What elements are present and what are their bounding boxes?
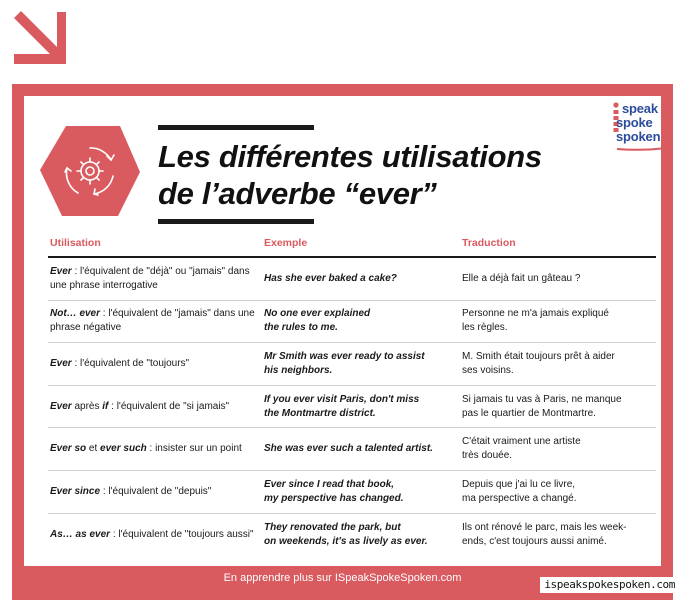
usage-cell: [50, 485, 255, 499]
table-row: [48, 471, 656, 514]
table-row: [48, 428, 656, 471]
logo-word-spoken: spoken: [616, 129, 661, 144]
table-body: [48, 258, 656, 556]
usage-text: : l'équivalent de "si jamais": [108, 400, 230, 412]
example-cell: [264, 307, 459, 335]
logo-word-speak: speak: [622, 101, 658, 116]
translation-cell: [462, 393, 652, 421]
usage-cell: [50, 265, 255, 293]
table-row: [48, 343, 656, 386]
usage-text: et: [86, 443, 101, 455]
translation-cell: [462, 435, 652, 463]
translation-line: M. Smith était toujours prêt à aider: [462, 350, 615, 362]
header-translation: Traduction: [462, 237, 516, 249]
example-line: Ever since I read that book,: [264, 478, 395, 490]
usage-cell: [50, 400, 255, 414]
translation-line: C'était vraiment une artiste: [462, 436, 581, 448]
usage-text: : insister sur un point: [146, 443, 242, 455]
example-cell: [264, 478, 459, 506]
translation-cell: [462, 521, 652, 549]
usage-keyword: if: [102, 400, 109, 412]
logo: [612, 100, 672, 156]
example-line: my perspective has changed.: [264, 492, 404, 504]
translation-line: Depuis que j'ai lu ce livre,: [462, 478, 576, 490]
watermark: ispeakspokespoken.com: [540, 577, 679, 593]
usage-keyword: Ever: [50, 265, 72, 277]
translation-cell: [462, 272, 652, 286]
translation-line: Ils ont rénové le parc, mais les week-: [462, 521, 627, 533]
translation-line: Personne ne m'a jamais expliqué: [462, 308, 609, 320]
example-line: No one ever explained: [264, 308, 371, 320]
usage-text: : l'équivalent de "jamais" dans une phrase négative: [50, 308, 255, 334]
table-row: [48, 514, 656, 557]
translation-line: pas le quartier de Montmartre.: [462, 407, 596, 419]
translation-line: Si jamais tu vas à Paris, ne manque: [462, 393, 622, 405]
example-line: the Montmartre district.: [264, 407, 376, 419]
example-line: the rules to me.: [264, 322, 338, 334]
usage-text: : l'équivalent de "toujours": [71, 357, 190, 369]
usage-keyword: Ever: [50, 400, 72, 412]
usage-keyword: Ever since: [50, 485, 101, 497]
table-row: [48, 386, 656, 429]
translation-line: les règles.: [462, 322, 508, 334]
page-title: [158, 138, 598, 212]
translation-line: Elle a déjà fait un gâteau ?: [462, 272, 581, 284]
header-example: Exemple: [264, 237, 308, 249]
example-line: on weekends, it's as lively as ever.: [264, 535, 428, 547]
usage-cell: [50, 307, 255, 335]
example-cell: [264, 350, 459, 378]
table-row: [48, 258, 656, 301]
usage-keyword: As… as ever: [50, 528, 111, 540]
logo-underline-icon: [616, 147, 668, 151]
translation-cell: [462, 307, 652, 335]
title-line-1: Les différentes utilisations: [158, 139, 542, 174]
header-usage: Utilisation: [50, 237, 101, 249]
example-cell: [264, 521, 459, 549]
usage-cell: [50, 442, 255, 456]
translation-line: ses voisins.: [462, 364, 514, 376]
example-line: Has she ever baked a cake?: [264, 272, 397, 284]
example-line: his neighbors.: [264, 364, 333, 376]
example-cell: [264, 393, 459, 421]
table-header: [48, 230, 656, 258]
usage-keyword: ever such: [100, 443, 147, 455]
title-line-2: de l’adverbe “ever”: [158, 176, 437, 211]
usage-keyword: Ever: [50, 357, 72, 369]
logo-word-spoke: spoke: [616, 115, 653, 130]
usage-cell: [50, 357, 255, 371]
translation-cell: [462, 350, 652, 378]
example-line: Mr Smith was ever ready to assist: [264, 350, 425, 362]
usage-text: : l'équivalent de "depuis": [100, 485, 212, 497]
title-bar-bottom: [158, 219, 314, 224]
translation-line: très douée.: [462, 450, 513, 462]
usage-text: : l'équivalent de "toujours aussi": [110, 528, 254, 540]
translation-line: ma perspective a changé.: [462, 492, 577, 504]
footer-text: En apprendre plus sur ISpeakSpokeSpoken.com: [223, 572, 462, 584]
example-cell: [264, 442, 459, 456]
translation-cell: [462, 478, 652, 506]
example-cell: [264, 272, 459, 286]
example-line: They renovated the park, but: [264, 521, 401, 533]
usage-text: : l'équivalent de "déjà" ou "jamais" dans une phrase interrogative: [50, 265, 250, 291]
usage-keyword: Not… ever: [50, 308, 101, 320]
gear-cycle-icon: [38, 122, 142, 220]
usage-cell: [50, 528, 255, 542]
example-line: She was ever such a talented artist.: [264, 443, 433, 455]
usage-keyword: Ever so: [50, 443, 87, 455]
title-bar-top: [158, 125, 314, 130]
translation-line: ends, c'est toujours aussi animé.: [462, 535, 607, 547]
usage-table: [48, 230, 656, 556]
table-row: [48, 301, 656, 344]
usage-text: après: [71, 400, 103, 412]
example-line: If you ever visit Paris, don't miss: [264, 393, 420, 405]
arrow-down-right-icon: [6, 8, 68, 70]
